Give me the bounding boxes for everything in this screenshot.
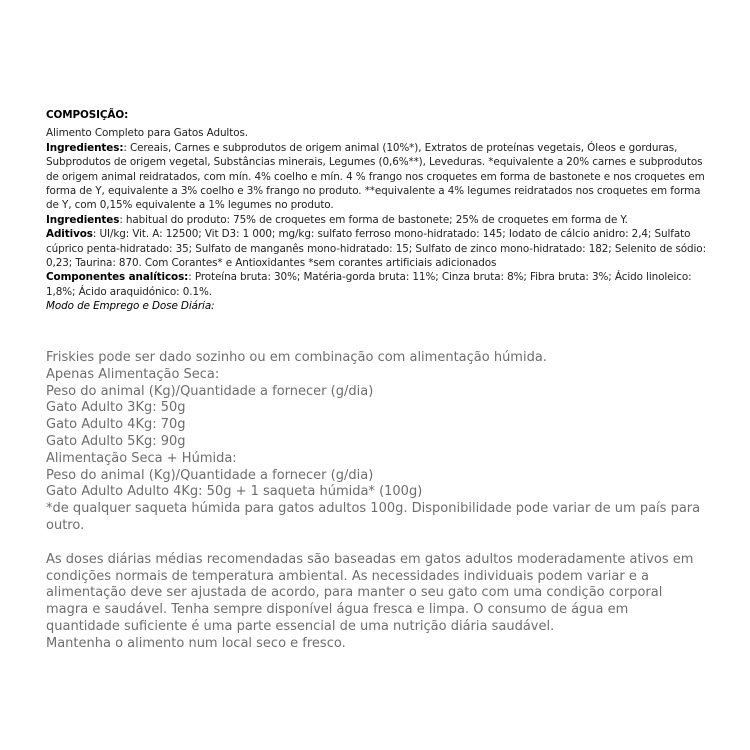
additives-paragraph — [46, 227, 714, 270]
composition-section — [46, 108, 714, 314]
additives-text: : UI/kg: Vit. A: 12500; Vit D3: 1 000; mg/kg: sulfato ferroso mono-hidratado: 145; Iodato de cálcio anidro: 2,4; Sulfato cúprico penta-hidratado: 35; Sulfato de manganês mono-hidratado: 15; Sulfato de zinco mono-hidratado: 182; Selenito de sódio: 0,23; Taurina: 870. Com Corantes* e Antioxidantes *sem corantes artificiais adicionados — [46, 228, 706, 270]
instruction-line: Apenas Alimentação Seca: — [46, 366, 220, 382]
instruction-line: Peso do animal (Kg)/Quantidade a fornecer (g/dia) — [46, 467, 374, 483]
instruction-line: Gato Adulto 3Kg: 50g — [46, 400, 186, 416]
instruction-line: Peso do animal (Kg)/Quantidade a fornecer (g/dia) — [46, 383, 374, 399]
instruction-line: Gato Adulto Adulto 4Kg: 50g + 1 saqueta húmida* (100g) — [46, 484, 423, 500]
analytical-label: Componentes analíticos: — [46, 271, 189, 284]
instruction-line: Gato Adulto 4Kg: 70g — [46, 417, 186, 433]
composition-subtitle: Alimento Completo para Gatos Adultos. — [46, 127, 248, 140]
ingredients-paragraph — [46, 141, 714, 213]
instruction-line: Gato Adulto 5Kg: 90g — [46, 433, 186, 449]
storage-line: Mantenha o alimento num local seco e fresco. — [46, 635, 346, 651]
instruction-line: Alimentação Seca + Húmida: — [46, 450, 237, 466]
recommendations-paragraph: As doses diárias médias recomendadas são baseadas em gatos adultos moderadamente ativos em condições normais de temperatura ambiental. As necessidades individuais podem variar e a alimentação deve ser ajustada de acordo, para manter o seu gato com uma condição corporal magra e saudável. Tenha sempre disponível água fresca e limpa. O consumo de água em quantidade suficiente é uma parte essencial de uma nutrição diária saudável. — [46, 551, 694, 634]
ingredients-habitual-label: Ingredientes — [46, 213, 120, 226]
ingredients-habitual-paragraph — [46, 213, 714, 227]
paragraph-spacer — [46, 535, 706, 552]
ingredients-label: Ingredientes: — [46, 141, 124, 154]
instruction-line: *de qualquer saqueta húmida para gatos adultos 100g. Disponibilidade pode variar de um país para outro. — [46, 501, 701, 533]
feeding-instructions — [46, 350, 706, 653]
ingredients-habitual-text: : habitual do produto: 75% de croquetes em forma de bastonete; 25% de croquetes em forma de Y. — [119, 213, 628, 226]
composition-title: COMPOSIÇÃO: — [46, 109, 129, 121]
analytical-text: : Proteína bruta: 30%; Matéria-gorda bruta: 11%; Cinza bruta: 8%; Fibra bruta: 3%; Ácido linoleico: 1,8%; Ácido araquidónico: 0.1%. — [46, 271, 692, 298]
ingredients-text: : Cereais, Carnes e subprodutos de origem animal (10%*), Extratos de proteínas vegetais, Óleos e gorduras, Subprodutos de origem vegetal, Substâncias minerais, Legumes (0,6%**), Leveduras. *equivalente a 20% carnes e subprodutos de origem animal reidratados, com mín. 4% coelho e mín. 4 % frango nos croquetes em forma de bastonete e nos croquetes em forma de Y, equivalente a 3% coelho e 3% frango no produto. **equivalente a 4% legumes reidratados nos croquetes em forma de Y, com 0,15% equivalente a 1% legumes no produto. — [46, 141, 705, 212]
usage-heading: Modo de Emprego e Dose Diária: — [46, 300, 215, 313]
additives-label: Aditivos — [46, 228, 93, 241]
instruction-line: Friskies pode ser dado sozinho ou em combinação com alimentação húmida. — [46, 350, 547, 365]
analytical-paragraph — [46, 270, 714, 299]
